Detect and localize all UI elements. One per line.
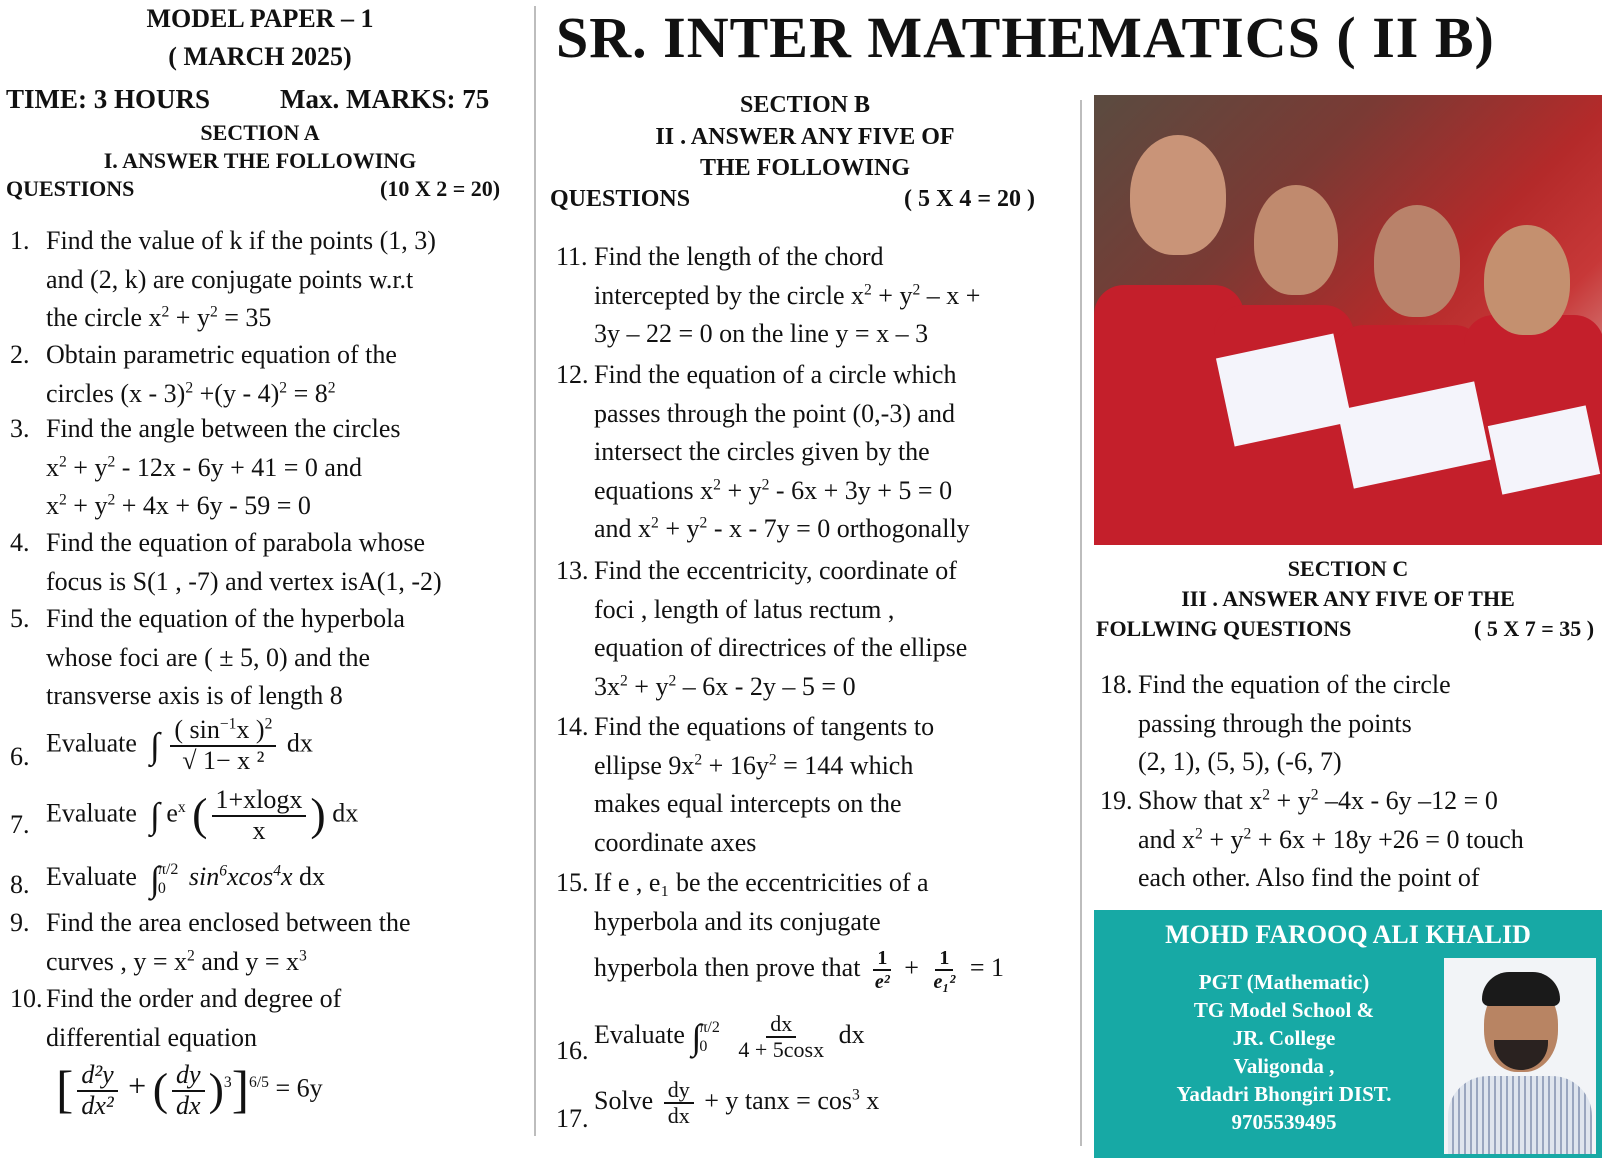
question-text: equation of directrices of the ellipse xyxy=(594,633,968,662)
section-b-title: SECTION B xyxy=(739,92,871,118)
question-text: passes through the point (0,-3) and xyxy=(594,398,956,428)
max-marks-label: Max. MARKS: 75 xyxy=(280,84,490,114)
question-text: circles $(x - 3)^2 +(y - 4)^2 = 8^2$ xyxy=(46,378,336,408)
section-c-instruction: III . ANSWER ANY FIVE OF THE xyxy=(1181,586,1515,611)
question-text: equations $x^2 + y^2 - 6x + 3y + 5 = 0$ xyxy=(594,475,953,505)
fraction: $\frac{dx}{4 + 5\cos x}$ xyxy=(738,1011,825,1063)
fraction: $\frac{dy}{dx}$ xyxy=(172,1061,205,1120)
question-text: hyperbola then prove that $\frac{1}{\text{e²}}$ + $\frac{1}{\text{e₁²}}$ = 1 xyxy=(594,947,1004,993)
question-text: Find the equation of the circle xyxy=(1138,670,1451,699)
paren-close: ) xyxy=(310,788,326,840)
column-divider-left xyxy=(534,6,536,1136)
question-text: passing through the points xyxy=(1138,708,1412,738)
question-text: the circle $x^2 + y^2 = 35$ xyxy=(46,303,272,332)
question-text: foci , length of latus rectum , xyxy=(594,594,895,624)
question-text: Evaluate ∫ $e^x$ ( $\frac{1+xlogx}{x}$ ) dx xyxy=(46,785,359,845)
bracket-open: [ xyxy=(56,1061,74,1119)
section-c-title: SECTION C xyxy=(1287,556,1409,581)
integral-symbol: ∫ xyxy=(691,1017,702,1058)
question-number: 10. xyxy=(10,984,43,1013)
question-text: 3y – 22 = 0 on the line y = x – 3 xyxy=(594,319,929,348)
question-text: intercepted by the circle $x^2 + y^2 - x$ + xyxy=(594,280,981,310)
time-label: TIME: 3 HOURS xyxy=(6,84,211,114)
question-number: 4. xyxy=(10,528,30,557)
question-text: coordinate axes xyxy=(594,827,757,857)
question-text: makes equal intercepts on the xyxy=(594,789,902,818)
question-number: 5. xyxy=(10,604,30,633)
question-text: intersect the circles given by the xyxy=(594,437,930,466)
question-text: Find the angle between the circles xyxy=(46,414,401,443)
question-text: Find the equations of tangents to xyxy=(594,712,935,741)
teacher-district: Yadadri Bhongiri DIST. xyxy=(1176,1082,1392,1106)
paren-close: ) xyxy=(208,1063,224,1115)
question-text: and (2, k) are conjugate points w.r.t xyxy=(46,264,414,294)
paren-open: ( xyxy=(152,1063,169,1115)
question-number: 1. xyxy=(10,226,30,255)
question-text: $3x^2 + y^2 - 6x - 2y - 5 = 0$ xyxy=(594,671,856,701)
question-text: ellipse $9x^2 + 16y^2 = 144$ which xyxy=(594,750,914,780)
students-photo xyxy=(1094,95,1602,545)
question-text: transverse axis is of length 8 xyxy=(46,681,343,710)
question-text: Solve $\frac{dy}{dx}$ + y $\tan x = \cos^3 x$ xyxy=(594,1077,880,1129)
section-b-instruction-2: THE FOLLOWING xyxy=(699,155,911,181)
fraction: $\frac{1+xlogx}{x}$ xyxy=(212,786,307,845)
question-text: [ $\frac{\text{d²y}}{\text{dx²}}$ + ( $\frac{dy}{dx}$ )$^3$]$^{6/5}$ = 6y xyxy=(56,1060,323,1120)
section-c-questions-word: FOLLWING QUESTIONS xyxy=(1096,616,1352,641)
question-text: Find the equation of the hyperbola xyxy=(46,604,405,633)
teacher-school: TG Model School & xyxy=(1193,998,1375,1022)
question-text: differential equation xyxy=(46,1022,258,1052)
question-number: 16. xyxy=(556,1036,589,1065)
question-text: and $x^2 + y^2 - x - 7y = 0$ orthogonally xyxy=(594,514,970,543)
section-b-instruction-1: II . ANSWER ANY FIVE OF xyxy=(655,124,955,150)
teacher-portrait xyxy=(1444,958,1596,1154)
fraction: $\frac{\text{d²y}}{\text{dx²}}$ xyxy=(77,1061,117,1120)
question-text: Find the equation of a circle which xyxy=(594,360,957,389)
question-number: 9. xyxy=(10,908,30,937)
exam-date: ( MARCH 2025) xyxy=(168,42,352,71)
question-number: 17. xyxy=(556,1104,589,1133)
question-text: (2, 1), (5, 5), (-6, 7) xyxy=(1138,747,1342,776)
section-a-questions-word: QUESTIONS xyxy=(6,176,135,201)
integral-symbol: ∫ xyxy=(149,795,160,836)
section-a-scheme: (10 X 2 = 20) xyxy=(380,176,501,201)
question-text: focus is S(1 , -7) and vertex isA(1, -2) xyxy=(46,566,442,596)
section-c-scheme: ( 5 X 7 = 35 ) xyxy=(1474,616,1595,641)
question-number: 15. xyxy=(556,868,589,897)
question-number: 3. xyxy=(10,414,30,443)
question-text: each other. Also find the point of xyxy=(1138,863,1480,892)
question-number: 14. xyxy=(556,712,589,741)
question-number: 13. xyxy=(556,556,589,585)
question-number: 11. xyxy=(556,242,588,271)
question-text: curves , $y = x^2$ and $y = x^3$ xyxy=(46,946,307,976)
question-text: and $x^2 + y^2 + 6x + 18y +26 = 0$ touch xyxy=(1138,824,1524,854)
question-text: Find the equation of parabola whose xyxy=(46,528,426,557)
question-text: $x^2 + y^2 + 4x + 6y - 59 = 0$ xyxy=(46,491,311,520)
question-text: If e , e₁ be the eccentricities of a xyxy=(594,868,929,897)
question-text: Obtain parametric equation of the xyxy=(46,340,397,369)
fraction: $\frac{dy}{dx}$ xyxy=(664,1078,694,1128)
integral-symbol: ∫ xyxy=(149,725,160,766)
bracket-close: ] xyxy=(231,1061,250,1119)
question-text: Find the length of the chord xyxy=(594,242,884,271)
model-paper-label: MODEL PAPER – 1 xyxy=(146,4,374,33)
section-a-instruction: I. ANSWER THE FOLLOWING xyxy=(103,148,417,173)
question-text: $x^2 + y^2 - 12x - 6y + 41 = 0$ and xyxy=(46,452,362,482)
fraction: $\frac{1}{\text{e₁²}}$ xyxy=(933,947,956,993)
question-number: 2. xyxy=(10,340,30,369)
question-number: 8. xyxy=(10,870,30,899)
paren-open: ( xyxy=(192,788,208,840)
teacher-college: JR. College xyxy=(1232,1026,1336,1050)
teacher-town: Valigonda , xyxy=(1233,1054,1335,1078)
fraction: $\frac{1}{\text{e²}}$ xyxy=(874,947,890,993)
teacher-card xyxy=(1094,910,1602,1158)
fraction: $\frac{( \sin^{-1}x )^2}{\text{√ 1− x ²}}$ xyxy=(170,716,276,775)
question-text: Find the area enclosed between the xyxy=(46,908,411,937)
question-number: 6. xyxy=(10,742,30,771)
question-text: Show that $x^2 + y^2$ –4x - 6y –12 = 0 xyxy=(1138,786,1498,815)
question-number: 12. xyxy=(556,360,589,389)
question-text: Find the order and degree of xyxy=(46,984,342,1013)
question-text: hyperbola and its conjugate xyxy=(594,906,881,936)
question-number: 19. xyxy=(1100,786,1133,815)
question-text: Evaluate ∫ π/2 0 $\sin^6xcos^4x$ dx xyxy=(46,859,326,899)
teacher-phone: 9705539495 xyxy=(1231,1110,1337,1134)
section-a-title: SECTION A xyxy=(200,120,320,145)
section-b-scheme: ( 5 X 4 = 20 ) xyxy=(904,186,1035,212)
teacher-details xyxy=(1134,968,1434,1136)
integral-symbol: ∫ xyxy=(149,859,160,899)
page-title: SR. INTER MATHEMATICS ( II B) xyxy=(556,5,1495,70)
teacher-designation: PGT (Mathematic) xyxy=(1198,970,1370,994)
teacher-name: MOHD FAROOQ ALI KHALID xyxy=(1165,920,1531,949)
question-text: Evaluate ∫ $\frac{( \sin^{-1}x )^2}{\text{√ 1− x ²}}$ dx xyxy=(46,715,313,775)
question-number: 7. xyxy=(10,810,30,839)
question-number: 18. xyxy=(1100,670,1133,699)
section-b-questions-word: QUESTIONS xyxy=(550,186,691,212)
question-text: Find the eccentricity, coordinate of xyxy=(594,556,957,585)
question-text: Find the value of k if the points (1, 3) xyxy=(46,226,436,255)
column-divider-right xyxy=(1080,100,1082,1146)
question-text: Evaluate ∫ π/2 0 $\frac{dx}{4 + 5\cos x}$ dx xyxy=(594,1011,865,1063)
question-text: whose foci are ( ± 5, 0) and the xyxy=(46,642,370,672)
